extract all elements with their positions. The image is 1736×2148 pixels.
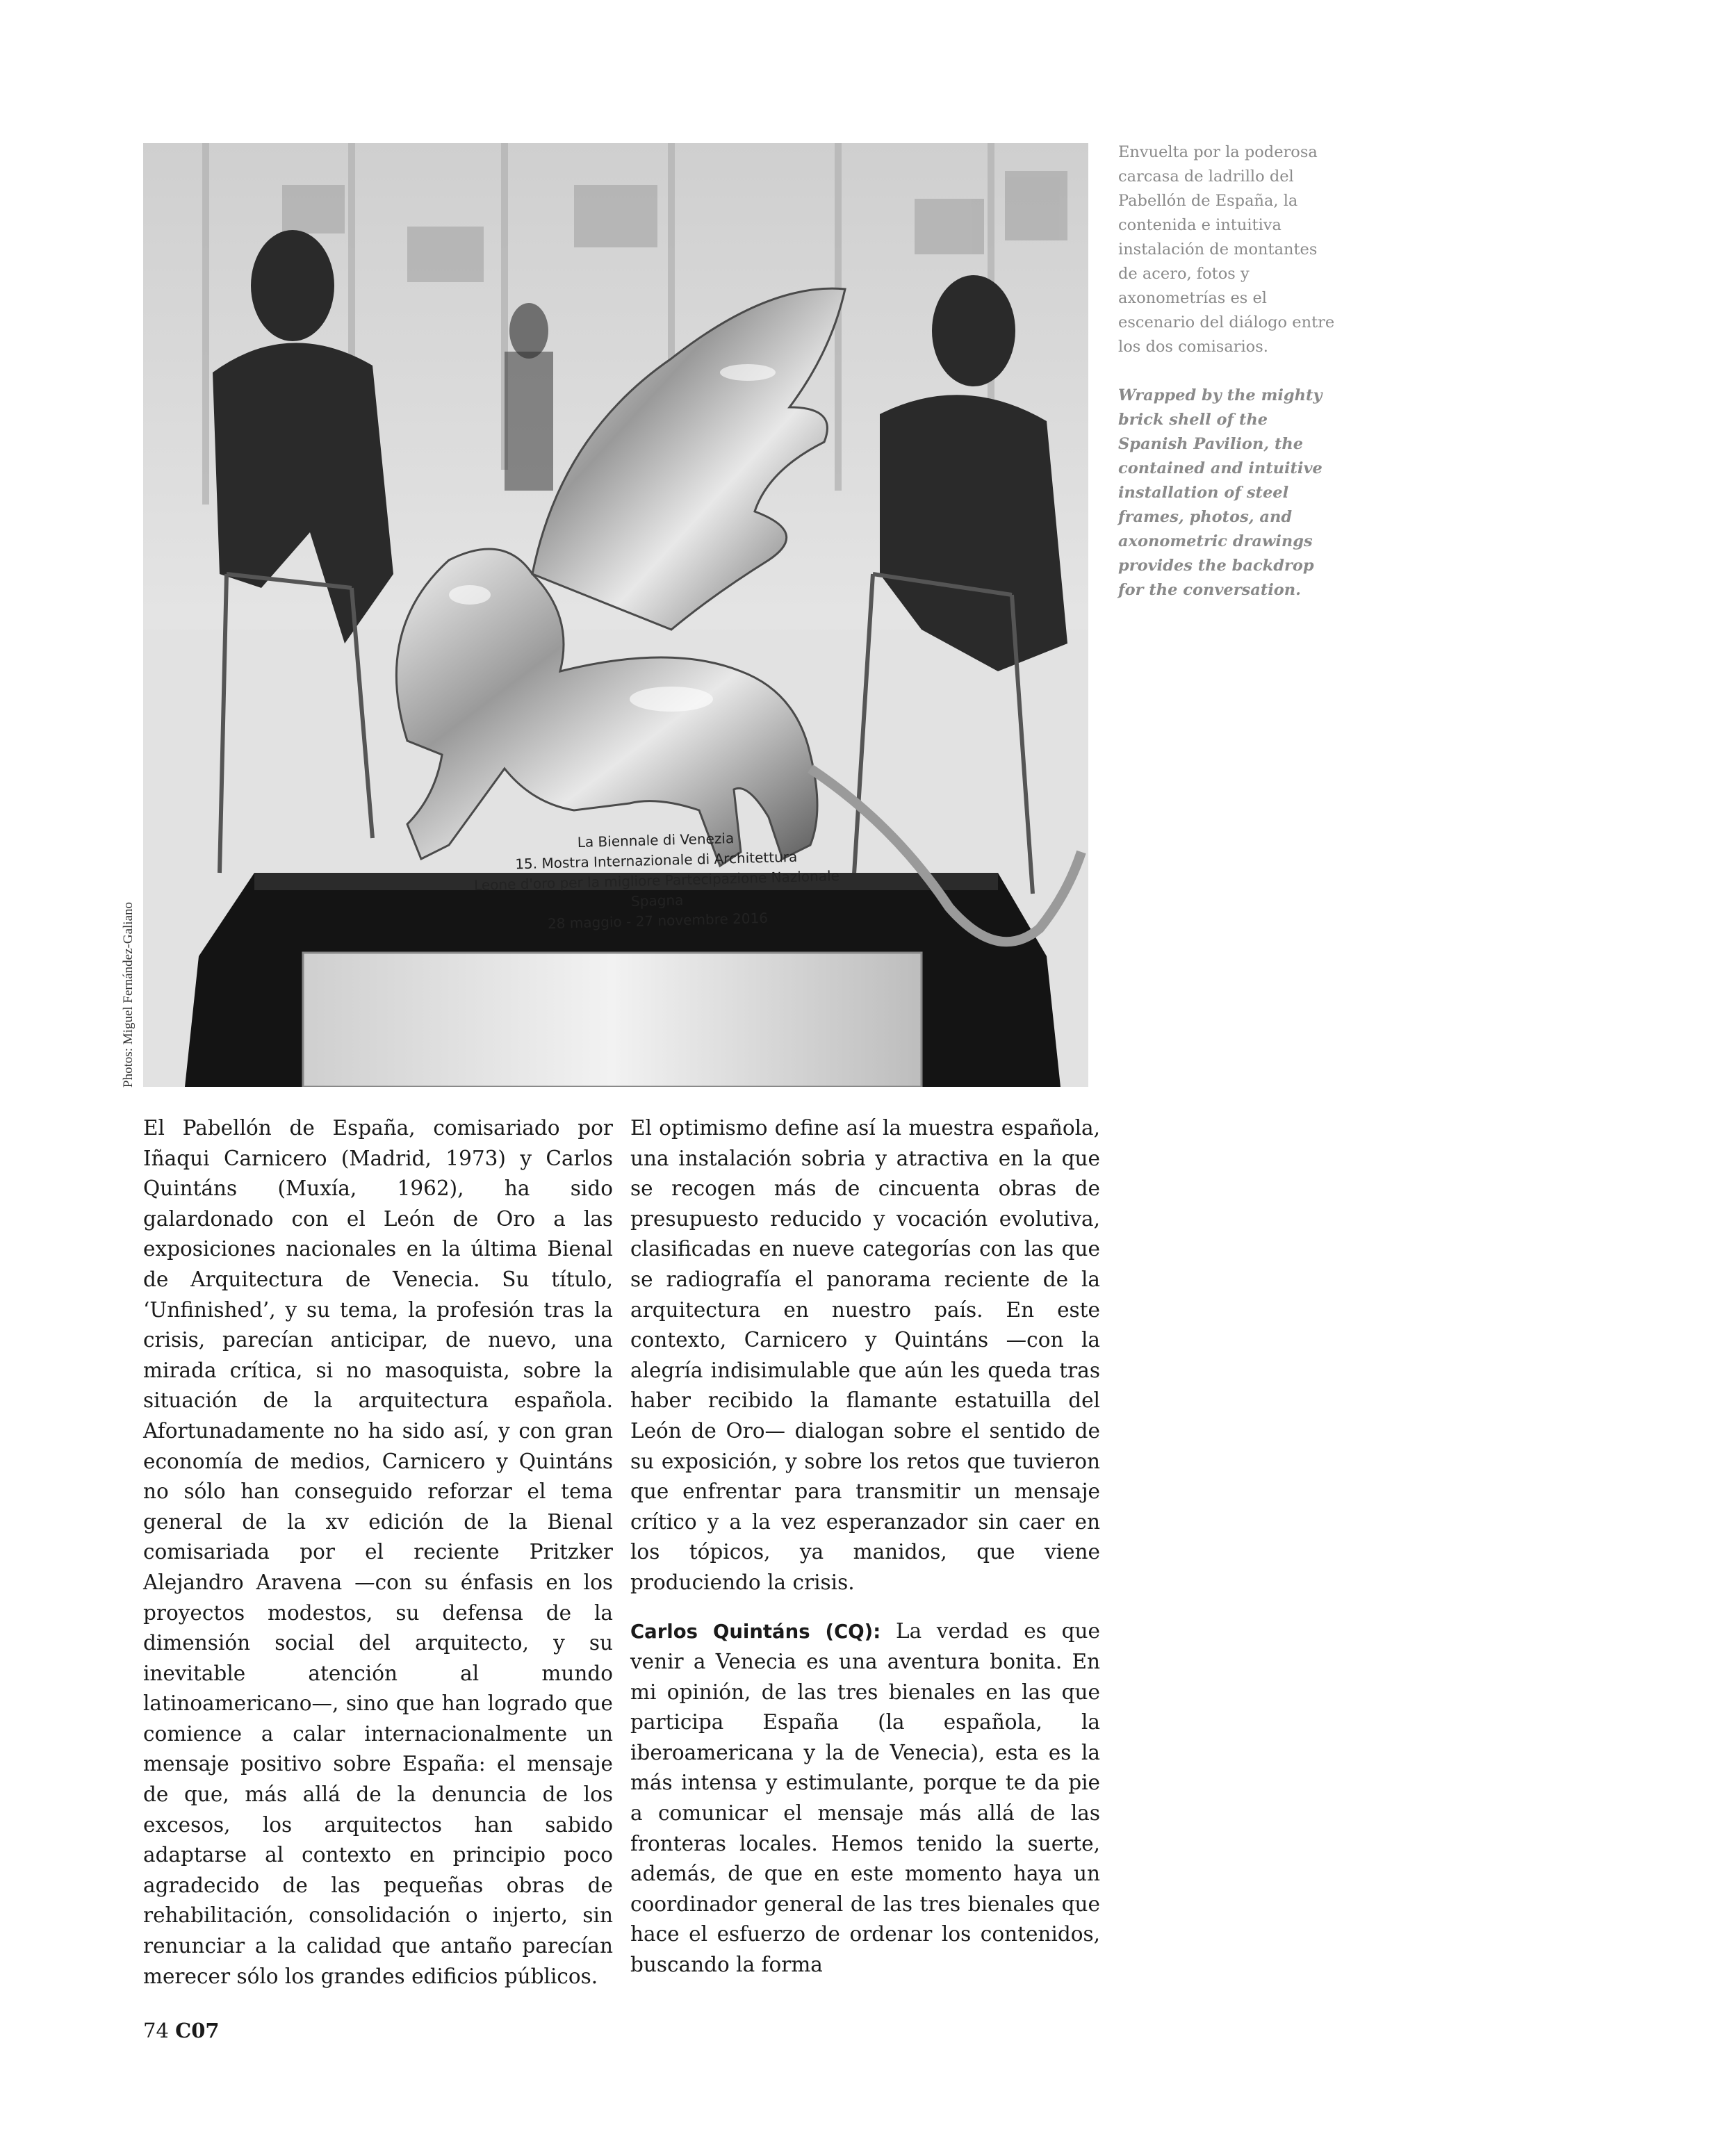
interview-text: La verdad es que venir a Venecia es una aventura bonita. En mi opinión, de las tres bienales en las que participa España (la española, la iberoamericana y la de Venecia), esta es la más intensa y estimulante, porque te da pie a comunicar el mensaje más allá de las fronteras locales. Hemos tenido la suerte, además, de que en este momento haya un coordinador general de las tres bienales que hace el esfuerzo de ordenar los contenidos, buscando la forma — [630, 1618, 1100, 1977]
plaque-line: 15. Mostra Internazionale di Architettura — [514, 848, 798, 873]
plaque-line: La Biennale di Venezia — [577, 830, 735, 851]
body-column-right — [630, 1113, 1100, 1981]
intro-paragraph-continued: El optimismo define así la muestra española, una instalación sobria y atractiva en la que se recogen más de cincuenta obras de presupuesto reducido y vocación evolutiva, clasificadas en nueve categorías con las que se radiografía el panorama reciente de la arquitectura en nuestro país. En este contexto, Carnicero y Quintáns —con la alegría indisimulable que aún les queda tras haber recibido la flamante estatuilla del León de Oro— dialogan sobre el sentido de su exposición, y sobre los retos que tuvieron que enfrentar para transmitir un mensaje crítico y a la vez esperanzador sin caer en los tópicos, ya manidos, que viene produciendo la crisis. — [630, 1116, 1100, 1594]
plaque-line: Spagna — [630, 892, 684, 910]
caption-spanish: Envuelta por la poderosa carcasa de ladrillo del Pabellón de España, la contenida e intuitiva instalación de montantes de acero, fotos y axonometrías es el escenario del diálogo entre los dos comisarios. — [1118, 143, 1335, 356]
plaque-inscription — [443, 825, 870, 937]
interview-paragraph — [630, 1616, 1100, 1981]
interview-speaker: Carlos Quintáns (CQ): — [630, 1620, 881, 1643]
plaque-line: 28 maggio - 27 novembre 2016 — [547, 909, 769, 933]
photo-credit: Photos: Miguel Fernández-Galiano — [121, 901, 136, 1088]
trophy-photo — [143, 143, 1088, 1087]
magazine-issue: C07 — [175, 2019, 220, 2042]
page-folio — [143, 2019, 220, 2042]
caption-english: Wrapped by the mighty brick shell of the Spanish Pavilion, the contained and intuitive installation of steel frames, photos, and axonometric drawings provides the backdrop for the conversation. — [1118, 386, 1323, 599]
page-number: 74 — [143, 2019, 169, 2042]
trophy-photo-illustration — [143, 143, 1088, 1087]
plaque-line: Leone d'oro per la migliore Partecipazione Nazionale — [473, 867, 840, 894]
body-column-left — [143, 1113, 613, 1992]
intro-paragraph: El Pabellón de España, comisariado por Iñaqui Carnicero (Madrid, 1973) y Carlos Quintáns (Muxía, 1962), ha sido galardonado con el León de Oro a las exposiciones nacionales en la última Bienal de Arquitectura de Venecia. Su título, ‘Unfinished’, y su tema, la profesión tras la crisis, parecían anticipar, de nuevo, una mirada crítica, si no masoquista, sobre la situación de la arquitectura española. Afortunadamente no ha sido así, y con gran economía de medios, Carnicero y Quintáns no sólo han conseguido reforzar el tema general de la xv edición de la Bienal comisariada por el reciente Pritzker Alejandro Aravena —con su énfasis en los proyectos modestos, su defensa de la dimensión social del arquitecto, y su inevitable atención al mundo latinoamericano—, sino que han logrado que comience a calar internacionalmente un mensaje positivo sobre España: el mensaje de que, más allá de la denuncia de los excesos, los arquitectos han sabido adaptarse al contexto en principio poco agradecido de las pequeñas obras de rehabilitación, consolidación o injerto, sin renunciar a la calidad que antaño parecían merecer sólo los grandes edificios públicos. — [143, 1116, 613, 1988]
